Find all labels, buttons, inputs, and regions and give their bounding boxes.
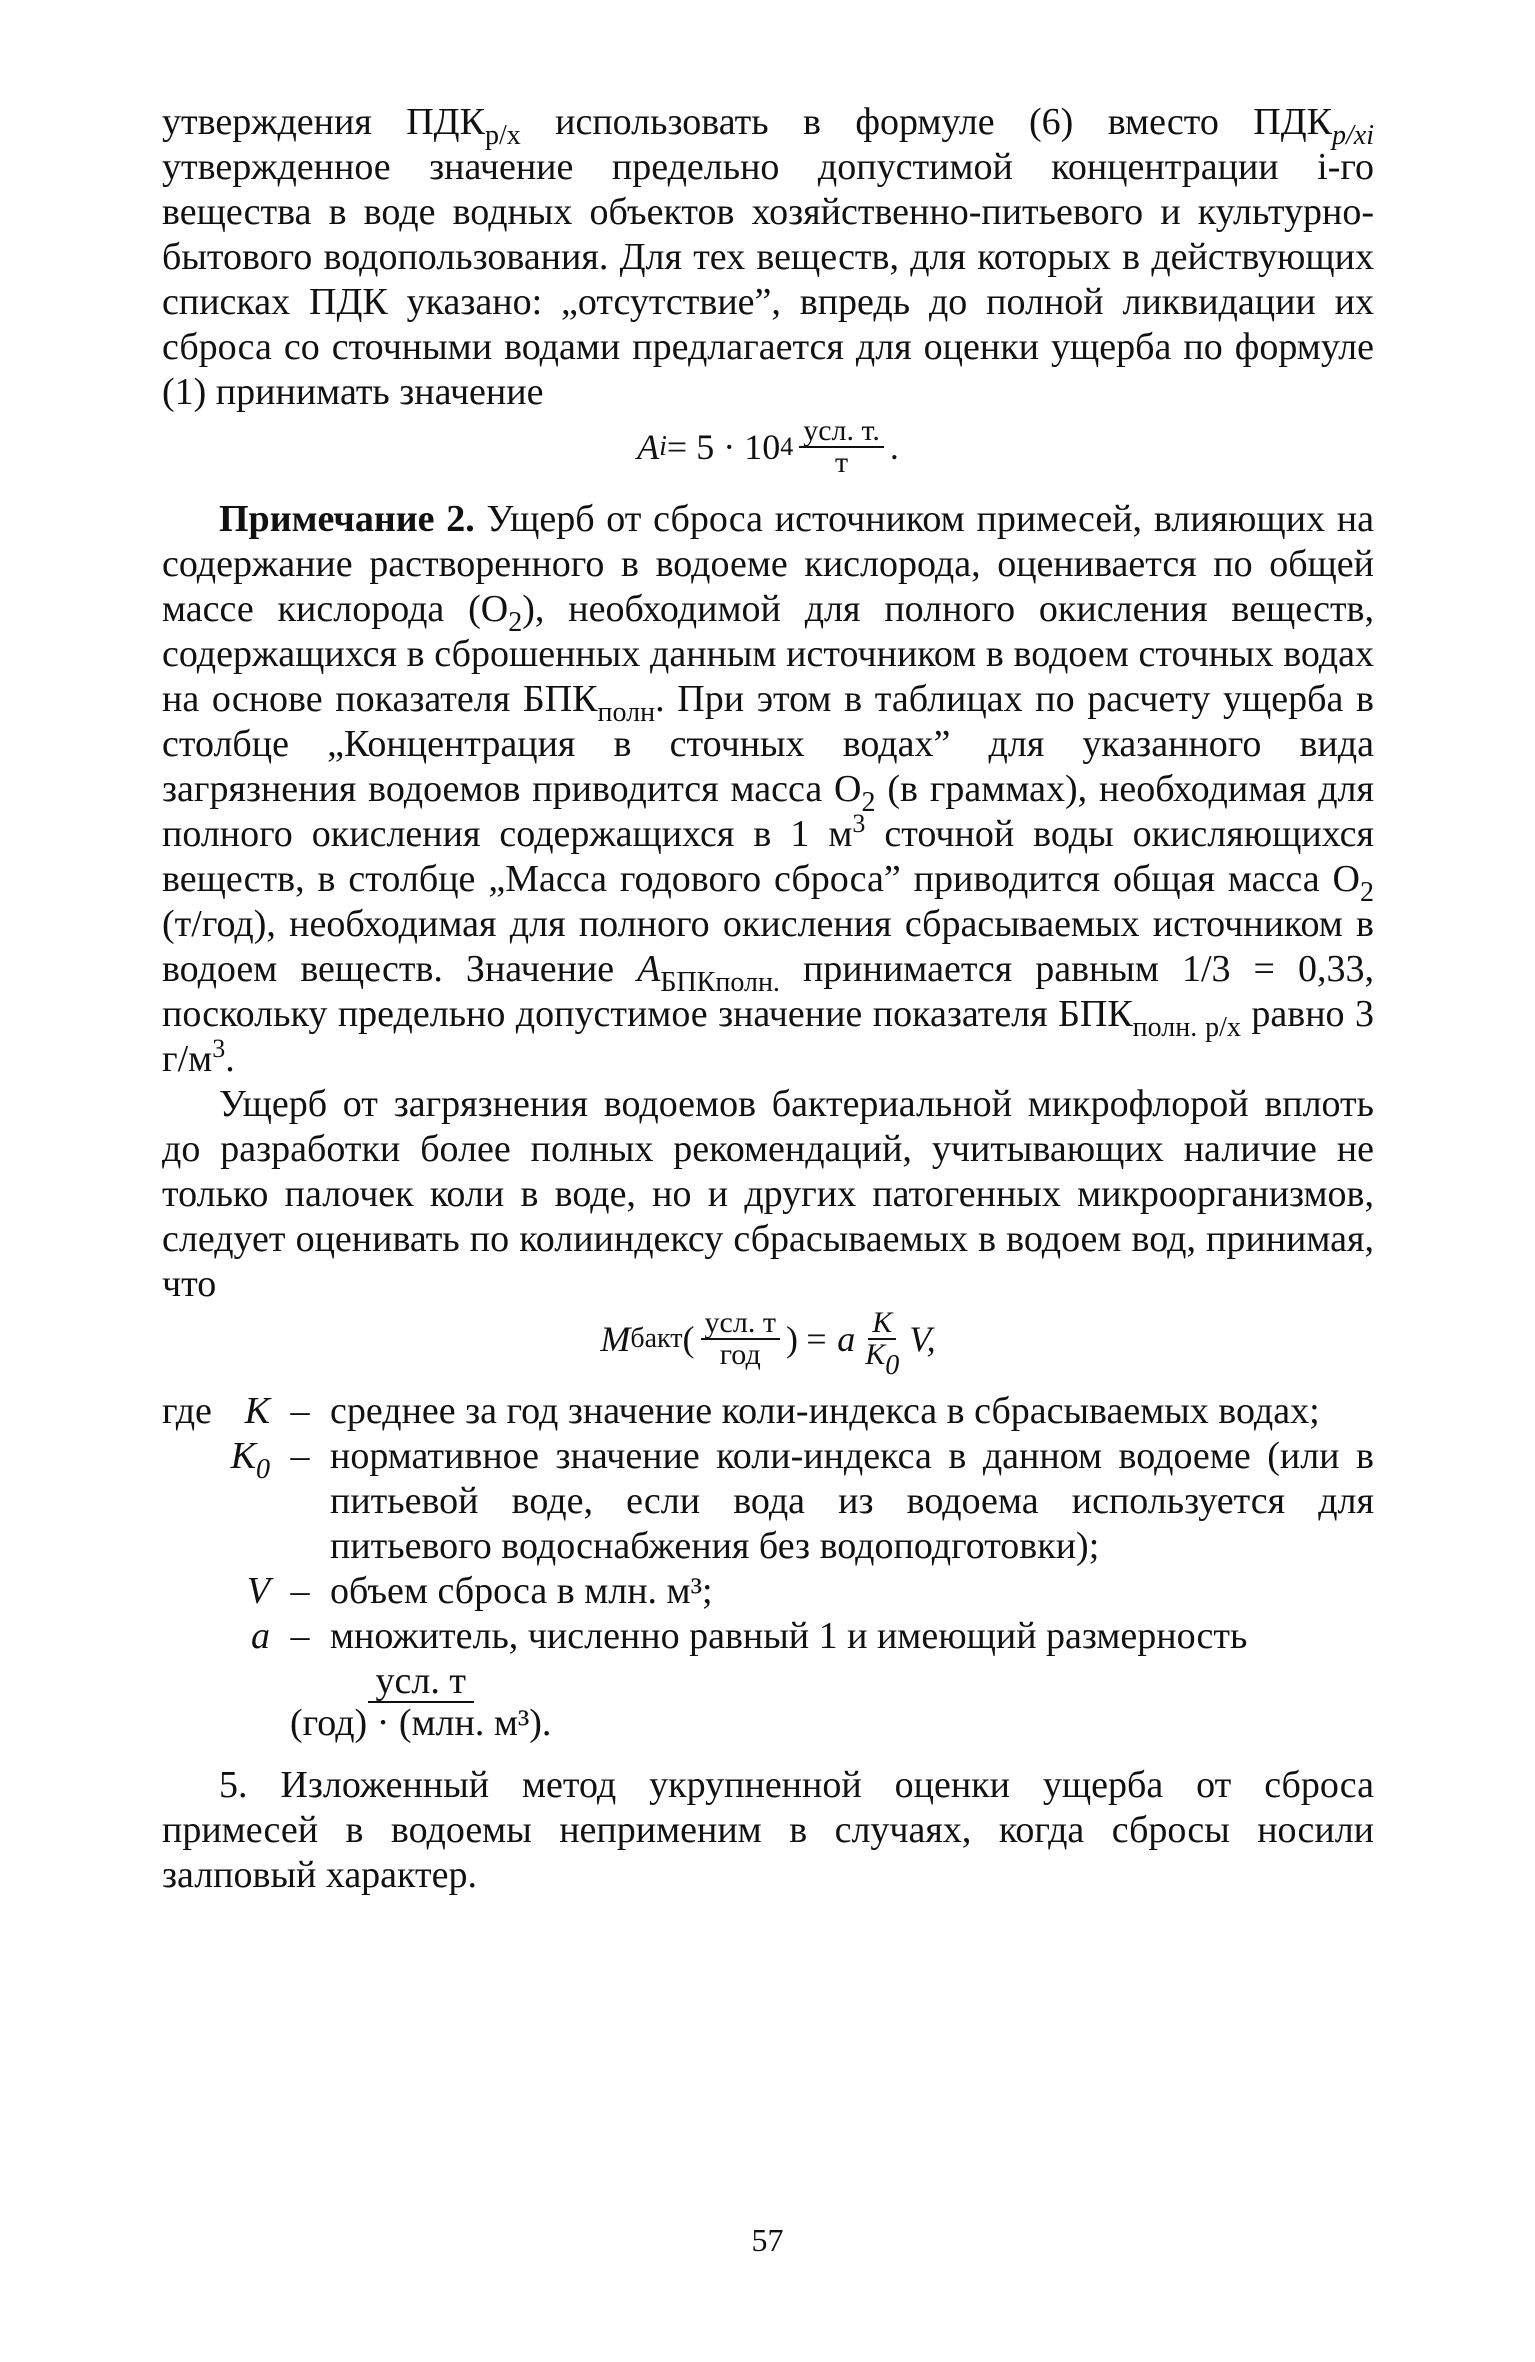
subscript: 2 [861,787,876,818]
page-number: 57 [751,2222,784,2258]
fraction-numerator: усл. т [701,1308,780,1340]
symbol: V [246,1570,270,1612]
subscript: полн. [715,967,780,998]
formula-symbol: A [637,426,660,467]
definition-symbol [162,1434,270,1569]
subscript: БПК [660,967,716,998]
where-label: где [162,1390,212,1432]
text-run: утвержденное значение предельно допустимой концентрации i-го вещества в воде водных объектов хозяйственно-питьевого и культурно-бытового водопользования. Для тех веществ, для которых в действующих списках ПДК указано: „отсутствие”, впредь до полной ликвидации их сброса со сточными водами предлагается для оценки ущерба по формуле (1) принимать значение [162,146,1374,413]
text-run: ), необходимой для полного окисления веществ, содержащихся в сброшенных данным источником в водоем сточных водах на основе показателя БПК [162,588,1375,720]
dash: – [290,1435,310,1477]
definition-text: объем сброса в млн. м³; [330,1570,713,1612]
formula-symbol: A [637,948,661,990]
fraction [799,416,884,478]
fraction-numerator: K [868,1308,896,1340]
fraction-denominator [861,1338,903,1381]
note-label: Примечание 2. [219,498,475,540]
formula-ai: A i = 5 · 10 4 $\frac{\text{усл. т.}}{т}$ . [637,414,899,479]
definition-row [162,1569,1374,1614]
formula-mbakt: M бакт ( $\frac{\text{усл. т}}{\text{год}}$ ) = a $\frac{K}{K0}$ V, [600,1306,936,1381]
dash: – [290,1570,310,1612]
subscript: полн. р/х [1132,1012,1241,1043]
superscript: 3 [852,809,866,838]
definition-text: множитель, численно равный 1 и имеющий размерность [330,1615,1248,1657]
definition-symbol [162,1614,270,1659]
text-run: . При этом в таблицах по расчету ущерба в столбце „Концентрация в сточных водах” для указанного вида загрязнения водоемов приводится масса О [162,678,1374,810]
paren-close: ) [785,1318,798,1359]
text-run: принимается равным 1/3 = 0,33, поскольку предельно допустимое значение показателя БПК [162,948,1374,1035]
definition-symbol [162,1569,270,1614]
definition-text: среднее за год значение коли-индекса в сбрасываемых водах; [330,1390,1320,1432]
symbol: a [251,1615,270,1657]
dash: – [290,1615,310,1657]
subscript: 0 [256,1454,270,1485]
subscript: 2 [508,607,523,638]
symbol: K [244,1390,270,1432]
text-run: равно 3 г/м [162,993,1374,1080]
paren-open: ( [682,1318,695,1359]
fraction-numerator: усл. т. [799,416,884,448]
paragraph-1 [162,100,1374,415]
subscript: р/х [484,120,521,151]
fraction-numerator: усл. т [368,1661,474,1703]
definition-symbol [230,1389,270,1434]
definition-row [162,1389,1374,1434]
subscript: 0 [885,1350,900,1381]
page-body [162,100,1374,1898]
text-run: сточной воды окисляющихся веществ, в столбце „Масса годового сброса” приводится общая масса О [162,813,1374,900]
paragraph-5: 5. Изложенный метод укрупненной оценки ущерба от сброса примесей в водоемы неприменим в случаях, когда сбросы носили залповый характер. [162,1764,1374,1896]
subscript: 2 [1360,877,1374,908]
symbol: K [230,1435,256,1477]
definition-text: нормативное значение коли-индекса в данном водоеме (или в питьевой воде, если вода из водоема используется для питьевого водоснабжения без водоподготовки); [330,1435,1374,1567]
fraction [861,1306,903,1381]
definitions-list [162,1389,1374,1743]
text-run: утверждения ПДК [162,101,485,143]
text-run: (т/год), необходимая для полного окисления сбрасываемых источником в водоем веществ. Значение [162,903,1374,990]
superscript: 3 [212,1034,226,1063]
subscript: р/хi [1332,120,1374,151]
definition-row [162,1434,1374,1569]
dimension-fraction [290,1661,551,1743]
definition-row [162,1614,1374,1659]
fraction-denominator: (год) · (млн. м³). [290,1702,552,1744]
subscript: полн [597,697,656,728]
formula-text: = 5 · 10 [666,426,781,467]
formula-symbol: M [600,1318,631,1359]
text-run: . [225,1038,235,1080]
formula-text: . [889,426,899,467]
fraction-denominator: год [719,1338,761,1371]
paragraph-3: Ущерб от загрязнения водоемов бактериальной микрофлорой вплоть до разработки более полных рекомендаций, учитывающих наличие не только палочек коли в воде, но и других патогенных микроорганизмов, следует оценивать по колииндексу сбрасываемых в водоем вод, принимая, что [162,1083,1374,1305]
formula-symbol: K [865,1338,886,1371]
text-run: (в граммах), необходимая для полного окисления содержащихся в 1 м [162,768,1374,855]
dash: – [290,1390,310,1432]
formula-text: = a [803,1318,856,1359]
text-run: использовать в формуле (6) вместо ПДК [520,101,1332,143]
fraction [701,1308,780,1370]
text-run: Ущерб от сброса источником примесей, влияющих на содержание растворенного в водоеме кислорода, оценивается по общей массе кислорода (О [162,498,1374,630]
fraction-denominator: т [834,446,849,479]
formula-text: V, [909,1318,936,1359]
note-2 [162,497,1374,1082]
